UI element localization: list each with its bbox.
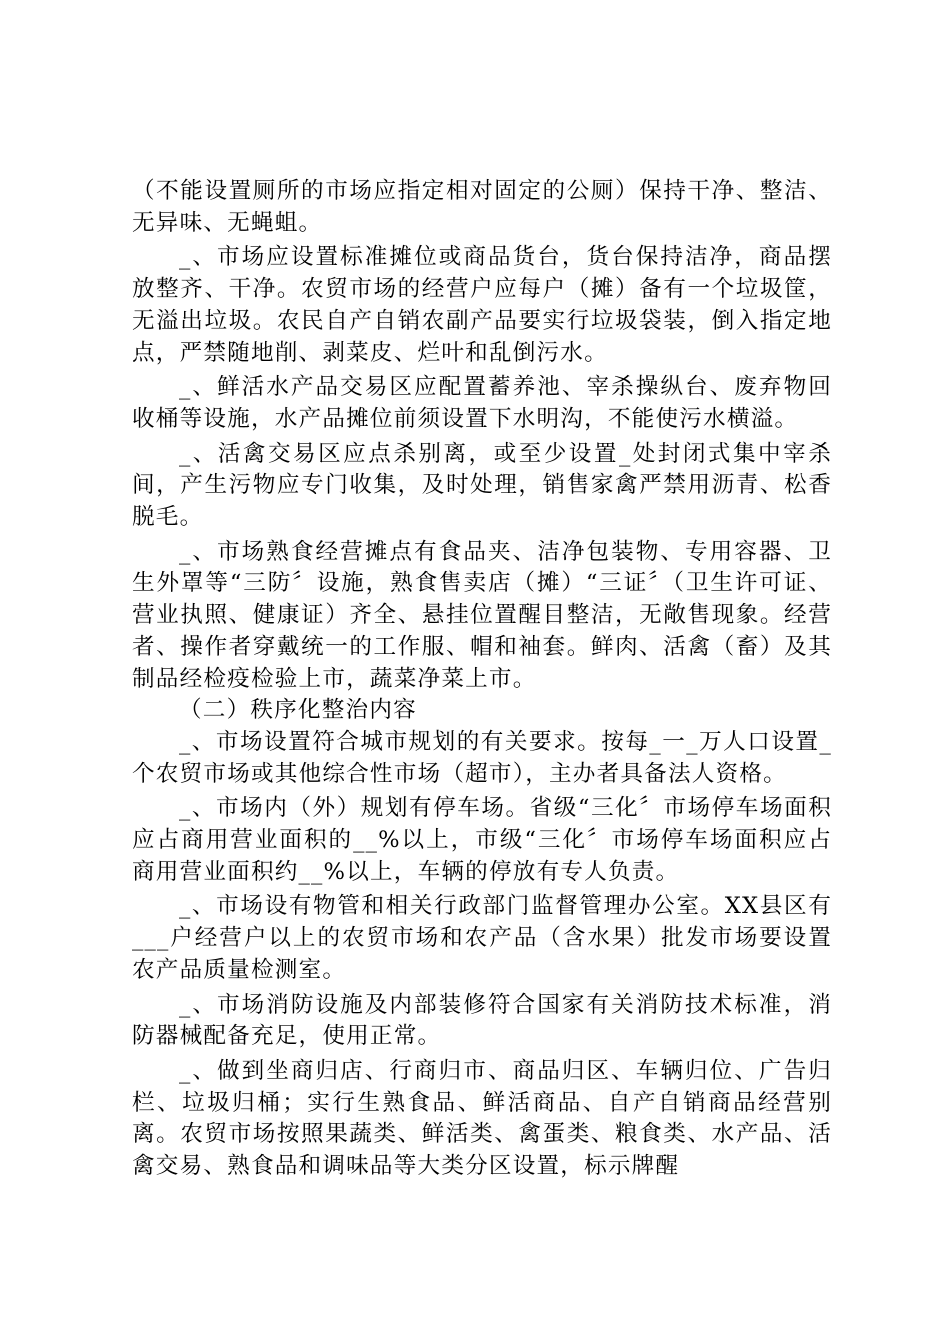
paragraph-public-toilet: （不能设置厕所的市场应指定相对固定的公厕）保持干净、整洁、无异味、无蝇蛆。 <box>132 178 832 236</box>
document-body <box>132 176 832 1186</box>
paragraph-parking: _、市场内（外）规划有停车场。省级“三化〞市场停车场面积应占商用营业面积的__%以上，市级“三化〞市场停车场面积应占商用营业面积约__%以上，车辆的停放有专人负责。 <box>132 795 832 885</box>
paragraph-management-office: _、市场设有物管和相关行政部门监督管理办公室。XX县区有___户经营户以上的农贸市场和农产品（含水果）批发市场要设置农产品质量检测室。 <box>132 893 832 983</box>
paragraph-aquatic-products: _、鲜活水产品交易区应配置蓄养池、宰杀操纵台、废弃物回收桶等设施，水产品摊位前须设置下水明沟，不能使污水横溢。 <box>132 374 832 432</box>
paragraph-cooked-food: _、市场熟食经营摊点有食品夹、洁净包装物、专用容器、卫生外罩等“三防〞设施，熟食售卖店（摊）“三证〞（卫生许可证、营业执照、健康证）齐全、悬挂位置醒目整洁，无敞售现象。经营者、操作者穿戴统一的工作服、帽和袖套。鲜肉、活禽（畜）及其制品经检疫检验上市，蔬菜净菜上市。 <box>132 538 832 692</box>
section-heading-order: （二）秩序化整治内容 <box>179 697 417 724</box>
paragraph-city-planning: _、市场设置符合城市规划的有关要求。按每_一_万人口设置_个农贸市场或其他综合性市场（超市），主办者具备法人资格。 <box>132 728 832 787</box>
paragraph-fire-safety: _、市场消防设施及内部装修符合国家有关消防技术标准，消防器械配备充足，使用正常。 <box>132 991 832 1050</box>
paragraph-live-poultry: _、活禽交易区应点杀别离，或至少设置_处封闭式集中宰杀间，产生污物应专门收集，及时处理，销售家禽严禁用沥青、松香脱毛。 <box>132 440 832 531</box>
paragraph-zoning: _、做到坐商归店、行商归市、商品归区、车辆归位、广告归栏、垃圾归桶；实行生熟食品、鲜活商品、自产自销商品经营别离。农贸市场按照果蔬类、鲜活类、禽蛋类、粮食类、水产品、活禽交易、熟食品和调味品等大类分区设置，标示牌醒 <box>132 1057 832 1180</box>
paragraph-stall-cleanliness: _、市场应设置标准摊位或商品货台，货台保持洁净，商品摆放整齐、干净。农贸市场的经营户应每户（摊）备有一个垃圾筐，无溢出垃圾。农民自产自销农副产品要实行垃圾袋装，倒入指定地点，严禁随地削、剥菜皮、烂叶和乱倒污水。 <box>132 244 832 366</box>
